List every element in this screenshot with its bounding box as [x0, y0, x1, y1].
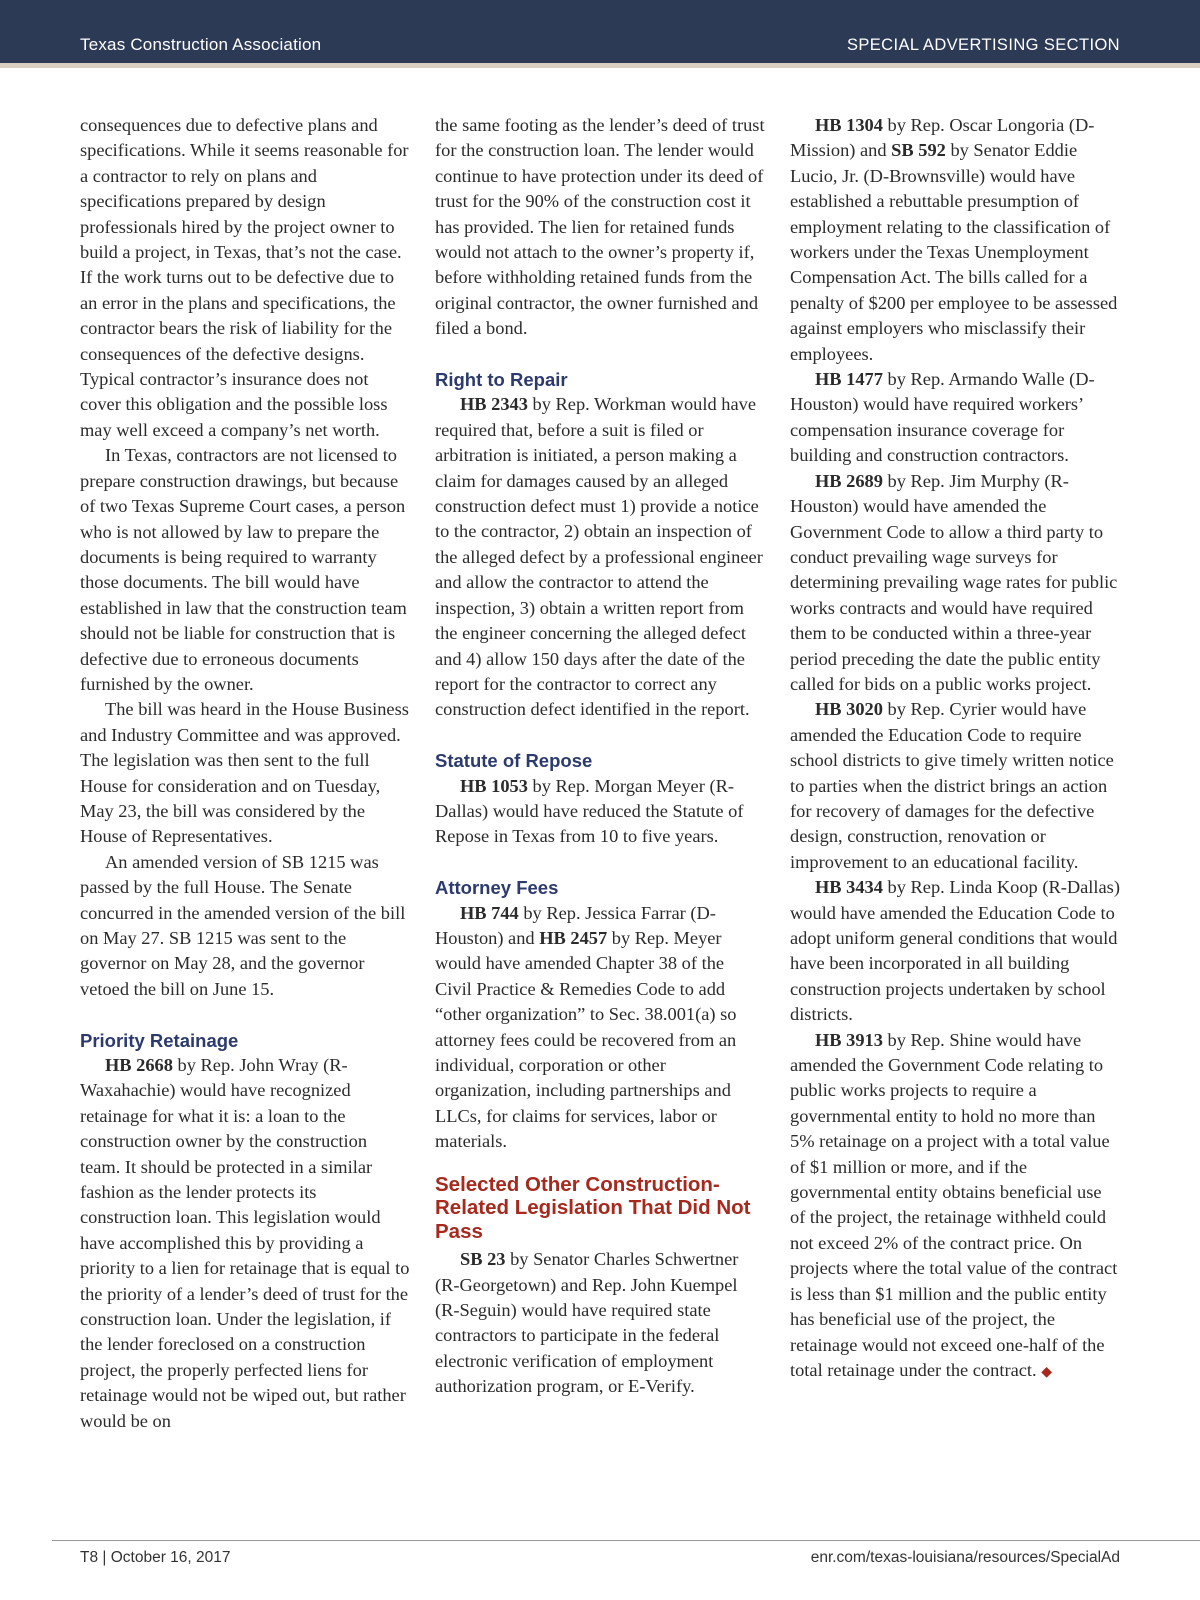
paragraph: HB 3020 by Rep. Cyrier would have amended the Education Code to require school districts to give timely written notice to parties when the district brings an action for recovery of damages for the defective design, construction, renovation or improvement to an educational facility.	[790, 699, 1114, 872]
paragraph: HB 744 by Rep. Jessica Farrar (D-Houston) and HB 2457 by Rep. Meyer would have amended Chapter 38 of the Civil Practice & Remedies Code to add “other organization” to Sec. 38.001(a) so attorney fees could be recovered from an individual, corporation or other organization, including partnerships and LLCs, for claims for services, labor or materials.	[435, 902, 737, 1152]
article-column-2	[435, 113, 765, 1400]
bill-number: HB 3434	[815, 877, 883, 898]
paragraph: HB 3913 by Rep. Shine would have amended the Government Code relating to public works projects to require a governmental entity to hold no more than 5% retainage on a project with a total value of $1 million or more, and if the governmental entity obtains beneficial use of the project, the retainage withheld could not exceed 2% of the contract price. On projects where the total value of the contract is less than $1 million and the public entity has beneficial use of the project, the retainage would not exceed one-half of the total retainage under the contract. ◆	[790, 1029, 1118, 1380]
section-heading-right-to-repair: Right to Repair	[435, 369, 568, 391]
paragraph: An amended version of SB 1215 was passed by the full House. The Senate concurred in the amended version of the bill on May 27. SB 1215 was sent to the governor on May 28, and the governor vetoed the bill on June 15.	[80, 851, 406, 999]
bill-number: HB 2457	[539, 927, 608, 948]
paragraph: The bill was heard in the House Business and Industry Committee and was approved. The legislation was then sent to the full House for consideration and on Tuesday, May 23, the bill was considered by the House of Representatives.	[80, 699, 409, 847]
paragraph: HB 2668 by Rep. John Wray (R-Waxahachie) would have recognized retainage for what it is: a loan to the construction owner by the construction team. It should be protected in a similar fashion as the lender protects its construction loan. This legislation would have accomplished this by providing a priority to a lien for retainage that is equal to the priority of a lender’s deed of trust for the construction loan. Under the legislation, if the lender foreclosed on a construction project, the properly perfected liens for retainage would not be wiped out, but rather would be on	[80, 1055, 410, 1431]
article-column-3	[790, 113, 1120, 1385]
paragraph: HB 3434 by Rep. Linda Koop (R-Dallas) would have amended the Education Code to adopt uniform general conditions that would have been incorporated in all building construction projects undertaken by school districts.	[790, 877, 1120, 1025]
section-heading-statute-of-repose: Statute of Repose	[435, 750, 593, 772]
bill-number: SB 23	[460, 1249, 506, 1270]
header-section-label: SPECIAL ADVERTISING SECTION	[846, 36, 1120, 54]
section-heading-other-legislation: Selected Other Construction-Related Legislation That Did Not Pass	[435, 1172, 751, 1243]
footer-page-info: T8 | October 16, 2017	[80, 1549, 231, 1566]
bill-number: HB 2343	[460, 394, 528, 415]
footer-divider	[52, 1540, 1200, 1541]
article-column-1	[80, 113, 410, 1434]
paragraph: In Texas, contractors are not licensed to prepare construction drawings, but because of two Texas Supreme Court cases, a person who is not allowed by law to prepare the documents is being required to warranty those documents. The bill would have established in law that the construction team should not be liable for construction that is defective due to erroneous documents furnished by the owner.	[80, 445, 407, 694]
section-heading-attorney-fees: Attorney Fees	[435, 877, 559, 899]
bill-number: HB 1304	[815, 115, 883, 135]
header-organization: Texas Construction Association	[80, 35, 322, 54]
paragraph: HB 2343 by Rep. Workman would have required that, before a suit is filed or arbitration is initiated, a person making a claim for damages caused by an alleged construction defect must 1) provide a notice to the contractor, 2) obtain an inspection of the alleged defect by a professional engineer and allow the contractor to attend the inspection, 3) obtain a written report from the engineer concerning the alleged defect and 4) allow 150 days after the date of the report for the contractor to correct any construction defect identified in the report.	[435, 394, 763, 720]
paragraph: HB 1304 by Rep. Oscar Longoria (D-Mission) and SB 592 by Senator Eddie Lucio, Jr. (D-Brownsville) would have established a rebuttable presumption of employment relating to the classification of workers under the Texas Unemployment Compensation Act. The bills called for a penalty of $200 per employee to be assessed against employers who misclassify their employees.	[790, 115, 1118, 364]
paragraph: consequences due to defective plans and specifications. While it seems reasonable for a contractor to rely on plans and specifications prepared by design professionals hired by the project owner to build a project, in Texas, that’s not the case. If the work turns out to be defective due to an error in the plans and specifications, the contractor bears the risk of liability for the consequences of the defective designs. Typical contractor’s insurance does not cover this obligation and the possible loss may well exceed a company’s net worth.	[80, 115, 409, 440]
section-heading-priority-retainage: Priority Retainage	[80, 1029, 239, 1051]
bill-number: HB 1053	[460, 775, 528, 796]
bill-number: SB 592	[891, 140, 946, 161]
paragraph: HB 2689 by Rep. Jim Murphy (R-Houston) would have amended the Government Code to allow a third party to conduct prevailing wage surveys for determining prevailing wage rates for public works contracts and would have required them to be conducted within a three-year period preceding the date the public entity called for bids on a public works project.	[790, 470, 1118, 694]
footer-url: enr.com/texas-louisiana/resources/SpecialAd	[810, 1549, 1120, 1566]
end-of-article-diamond-icon: ◆	[1041, 1364, 1053, 1380]
bill-number: HB 1477	[815, 369, 883, 390]
bill-number: HB 3913	[815, 1029, 883, 1050]
bill-number: HB 3020	[815, 699, 883, 720]
bill-number: HB 744	[460, 902, 519, 923]
paragraph: HB 1477 by Rep. Armando Walle (D-Houston) would have required workers’ compensation insurance coverage for building and construction contractors.	[790, 369, 1095, 466]
paragraph: the same footing as the lender’s deed of trust for the construction loan. The lender would continue to have protection under its deed of trust for the 90% of the construction cost it has provided. The lien for retained funds would not attach to the owner’s property if, before withholding retained funds from the original contractor, the owner furnished and filed a bond.	[435, 115, 765, 339]
header-accent-stripe	[0, 63, 1200, 68]
bill-number: HB 2668	[105, 1055, 173, 1076]
paragraph: SB 23 by Senator Charles Schwertner (R-Georgetown) and Rep. John Kuempel (R-Seguin) would have required state contractors to participate in the federal electronic verification of employment authorization program, or E-Verify.	[435, 1249, 739, 1397]
header-bar	[0, 0, 1200, 63]
paragraph: HB 1053 by Rep. Morgan Meyer (R-Dallas) would have reduced the Statute of Repose in Texas from 10 to five years.	[435, 775, 744, 847]
bill-number: HB 2689	[815, 470, 883, 491]
